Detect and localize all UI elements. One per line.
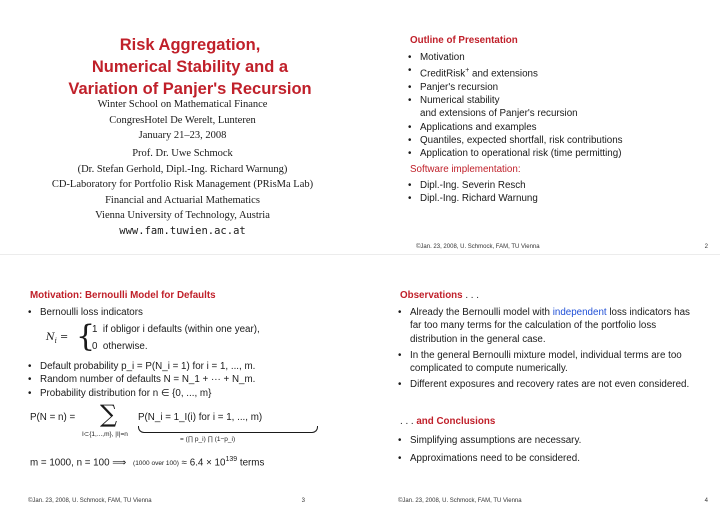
event-date: January 21–23, 2008 — [138, 130, 227, 141]
event-venue: CongresHotel De Werelt, Lunteren — [109, 114, 256, 126]
independent-highlight: independent — [552, 307, 607, 318]
probability-formula: P(N = n) = ∑ P(N_i = 1_I(i) for i = 1, ..., m) I⊂{1,...,m}, |I|=n = (∏ p_i) ∏ (1−p_i) — [30, 404, 350, 456]
outline-item: • Application to operational risk (time permitting) — [408, 147, 706, 160]
university: Vienna University of Technology, Austria — [95, 210, 270, 221]
observation-item: • Already the Bernoulli model with independent loss indicators has far too many terms for the calculation of the portfolio loss distribution in the general case. — [398, 306, 690, 346]
page-number: 2 — [704, 244, 708, 250]
bullet-prob-distribution: • Probability distribution for n ∈ {0, ..., m} — [28, 387, 350, 400]
outline-item: • Numerical stability and extensions of Panjer's recursion — [408, 94, 706, 121]
conclusion-item: • Approximations need to be considered. — [398, 452, 690, 465]
slide-footer — [416, 244, 708, 250]
event-info — [10, 97, 355, 144]
conclusions-list — [398, 434, 690, 466]
binomial-coefficient: (1000 over 100) — [133, 460, 179, 468]
coauthors: (Dr. Stefan Gerhold, Dipl.-Ing. Richard Warnung) — [77, 163, 288, 175]
term-count-value: ≈ 6.4 × 10 — [181, 457, 226, 469]
outline-item: • CreditRisk+ and extensions — [408, 64, 706, 81]
software-list — [408, 179, 706, 206]
conclusions-heading: . . . and Conclusions — [400, 416, 496, 427]
slide-outline — [360, 0, 720, 254]
event-name: Winter School on Mathematical Finance — [97, 99, 268, 110]
slide-motivation — [0, 254, 360, 508]
outline-item: • Quantiles, expected shortfall, risk contributions — [408, 134, 706, 147]
presentation-title — [40, 34, 340, 100]
software-item: • Dipl.-Ing. Severin Resch — [408, 179, 706, 192]
outline-item: • Motivation — [408, 51, 706, 64]
outline-item: • Applications and examples — [408, 121, 706, 134]
title-line-1: Risk Aggregation, — [119, 36, 261, 54]
footer-text: ©Jan. 23, 2008, U. Schmock, FAM, TU Vienna — [28, 498, 152, 504]
motivation-list-2 — [28, 360, 350, 400]
motivation-heading: Motivation: Bernoulli Model for Defaults — [30, 290, 216, 301]
slide-footer — [398, 498, 708, 504]
conclusion-item: • Simplifying assumptions are necessary. — [398, 434, 690, 447]
lab-name: CD-Laboratory for Portfolio Risk Management (PRisMa Lab) — [51, 179, 314, 190]
title-line-3: Variation of Panjer's Recursion — [68, 80, 312, 98]
page-number: 4 — [704, 498, 708, 504]
term-count-line — [30, 456, 264, 468]
observation-item: • In the general Bernoulli mixture model, individual terms are too complicated to compute numerically. — [398, 349, 690, 376]
speaker-name: Prof. Dr. Uwe Schmock — [132, 148, 233, 159]
outline-list — [408, 51, 706, 161]
observations-list — [398, 306, 690, 392]
motivation-list — [28, 306, 340, 319]
slide-footer — [28, 498, 305, 504]
page-number: 3 — [301, 498, 305, 504]
title-line-2: Numerical Stability and a — [91, 58, 289, 76]
observations-heading: Observations . . . — [400, 290, 479, 301]
underbrace — [138, 426, 318, 433]
observation-item: • Different exposures and recovery rates are not even considered. — [398, 378, 690, 391]
slide-observations — [360, 254, 720, 508]
term-count-unit: terms — [239, 457, 265, 469]
sum-subscript: I⊂{1,...,m}, |I|=n — [82, 431, 128, 438]
footer-text: ©Jan. 23, 2008, U. Schmock, FAM, TU Vienna — [416, 244, 540, 250]
footer-text: ©Jan. 23, 2008, U. Schmock, FAM, TU Vienna — [398, 498, 522, 504]
bullet-default-prob: • Default probability p_i = P(N_i = 1) for i = 1, ..., m. — [28, 360, 350, 373]
software-item: • Dipl.-Ing. Richard Warnung — [408, 192, 706, 205]
term-count-lhs: m = 1000, n = 100 ⟹ — [30, 457, 127, 469]
case-one-text: if obligor i defaults (within one year), — [102, 324, 260, 335]
indicator-definition: $N_i$ = { 1 if obligor i defaults (within one year), 0 otherwise. — [46, 319, 260, 354]
bullet-loss-indicators: • Bernoulli loss indicators — [28, 306, 340, 319]
formula-lhs: P(N = n) = — [30, 412, 76, 423]
outline-item: • Panjer's recursion — [408, 81, 706, 94]
case-zero-text: otherwise. — [102, 341, 148, 352]
department: Financial and Actuarial Mathematics — [105, 194, 260, 206]
software-heading: Software implementation: — [410, 164, 521, 175]
bullet-number-defaults: • Random number of defaults N = N_1 + ··· + N_m. — [28, 373, 350, 386]
outline-heading: Outline of Presentation — [410, 35, 518, 46]
term-count-exponent: 139 — [225, 456, 238, 463]
author-info — [10, 146, 355, 239]
slide-title — [0, 0, 360, 254]
underbrace-label: = (∏ p_i) ∏ (1−p_i) — [180, 436, 236, 443]
formula-term: P(N_i = 1_I(i) for i = 1, ..., m) — [138, 412, 263, 423]
website-url[interactable]: www.fam.tuwien.ac.at — [119, 224, 246, 237]
